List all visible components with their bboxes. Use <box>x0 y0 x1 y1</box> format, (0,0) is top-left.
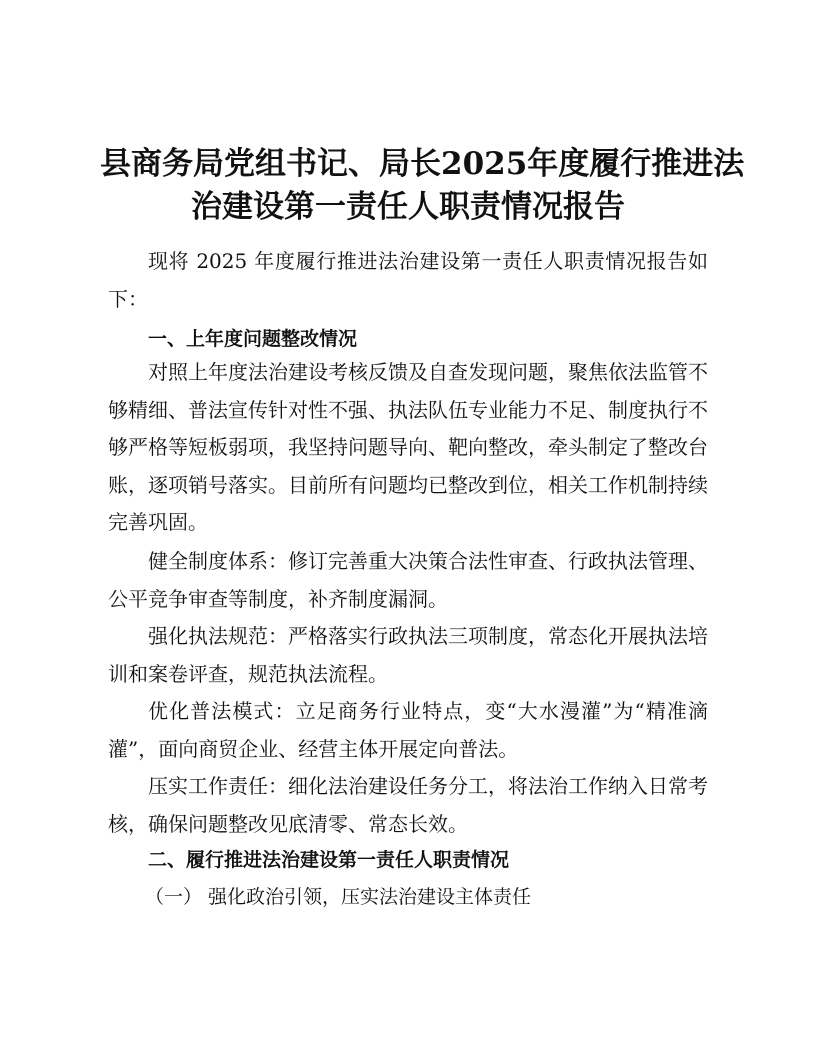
measure-paragraph-3: 优化普法模式：立足商务行业特点，变“大水漫灌”为“精准滴灌”，面向商贸企业、经营主体开展定向普法。 <box>108 699 708 761</box>
intro-paragraph: 现将 2025 年度履行推进法治建设第一责任人职责情况报告如下： <box>108 249 708 311</box>
document-title-line-2: 治建设第一责任人职责情况报告 <box>191 189 625 225</box>
measure-paragraph-4: 压实工作责任：细化法治建设任务分工，将法治工作纳入日常考核，确保问题整改见底清零、常态长效。 <box>108 774 708 836</box>
measure-paragraph-1: 健全制度体系：修订完善重大决策合法性审查、行政执法管理、公平竞争审查等制度，补齐制度漏洞。 <box>108 549 708 611</box>
section-1-body: 对照上年度法治建设考核反馈及自查发现问题，聚焦依法监管不够精细、普法宣传针对性不强、执法队伍专业能力不足、制度执行不够严格等短板弱项，我坚持问题导向、靶向整改，牵头制定了整改台账，逐项销号落实。目前所有问题均已整改到位，相关工作机制持续完善巩固。 <box>108 360 708 535</box>
section-1-heading: 一、上年度问题整改情况 <box>148 328 358 350</box>
measure-paragraph-2: 强化执法规范：严格落实行政执法三项制度，常态化开展执法培训和案卷评查，规范执法流程。 <box>108 624 708 686</box>
section-2-subheading-1: （一） 强化政治引领，压实法治建设主体责任 <box>145 886 532 908</box>
document-title-line-1: 县商务局党组书记、局长2025年度履行推进法 <box>100 146 745 182</box>
section-2-heading: 二、履行推进法治建设第一责任人职责情况 <box>148 849 510 871</box>
